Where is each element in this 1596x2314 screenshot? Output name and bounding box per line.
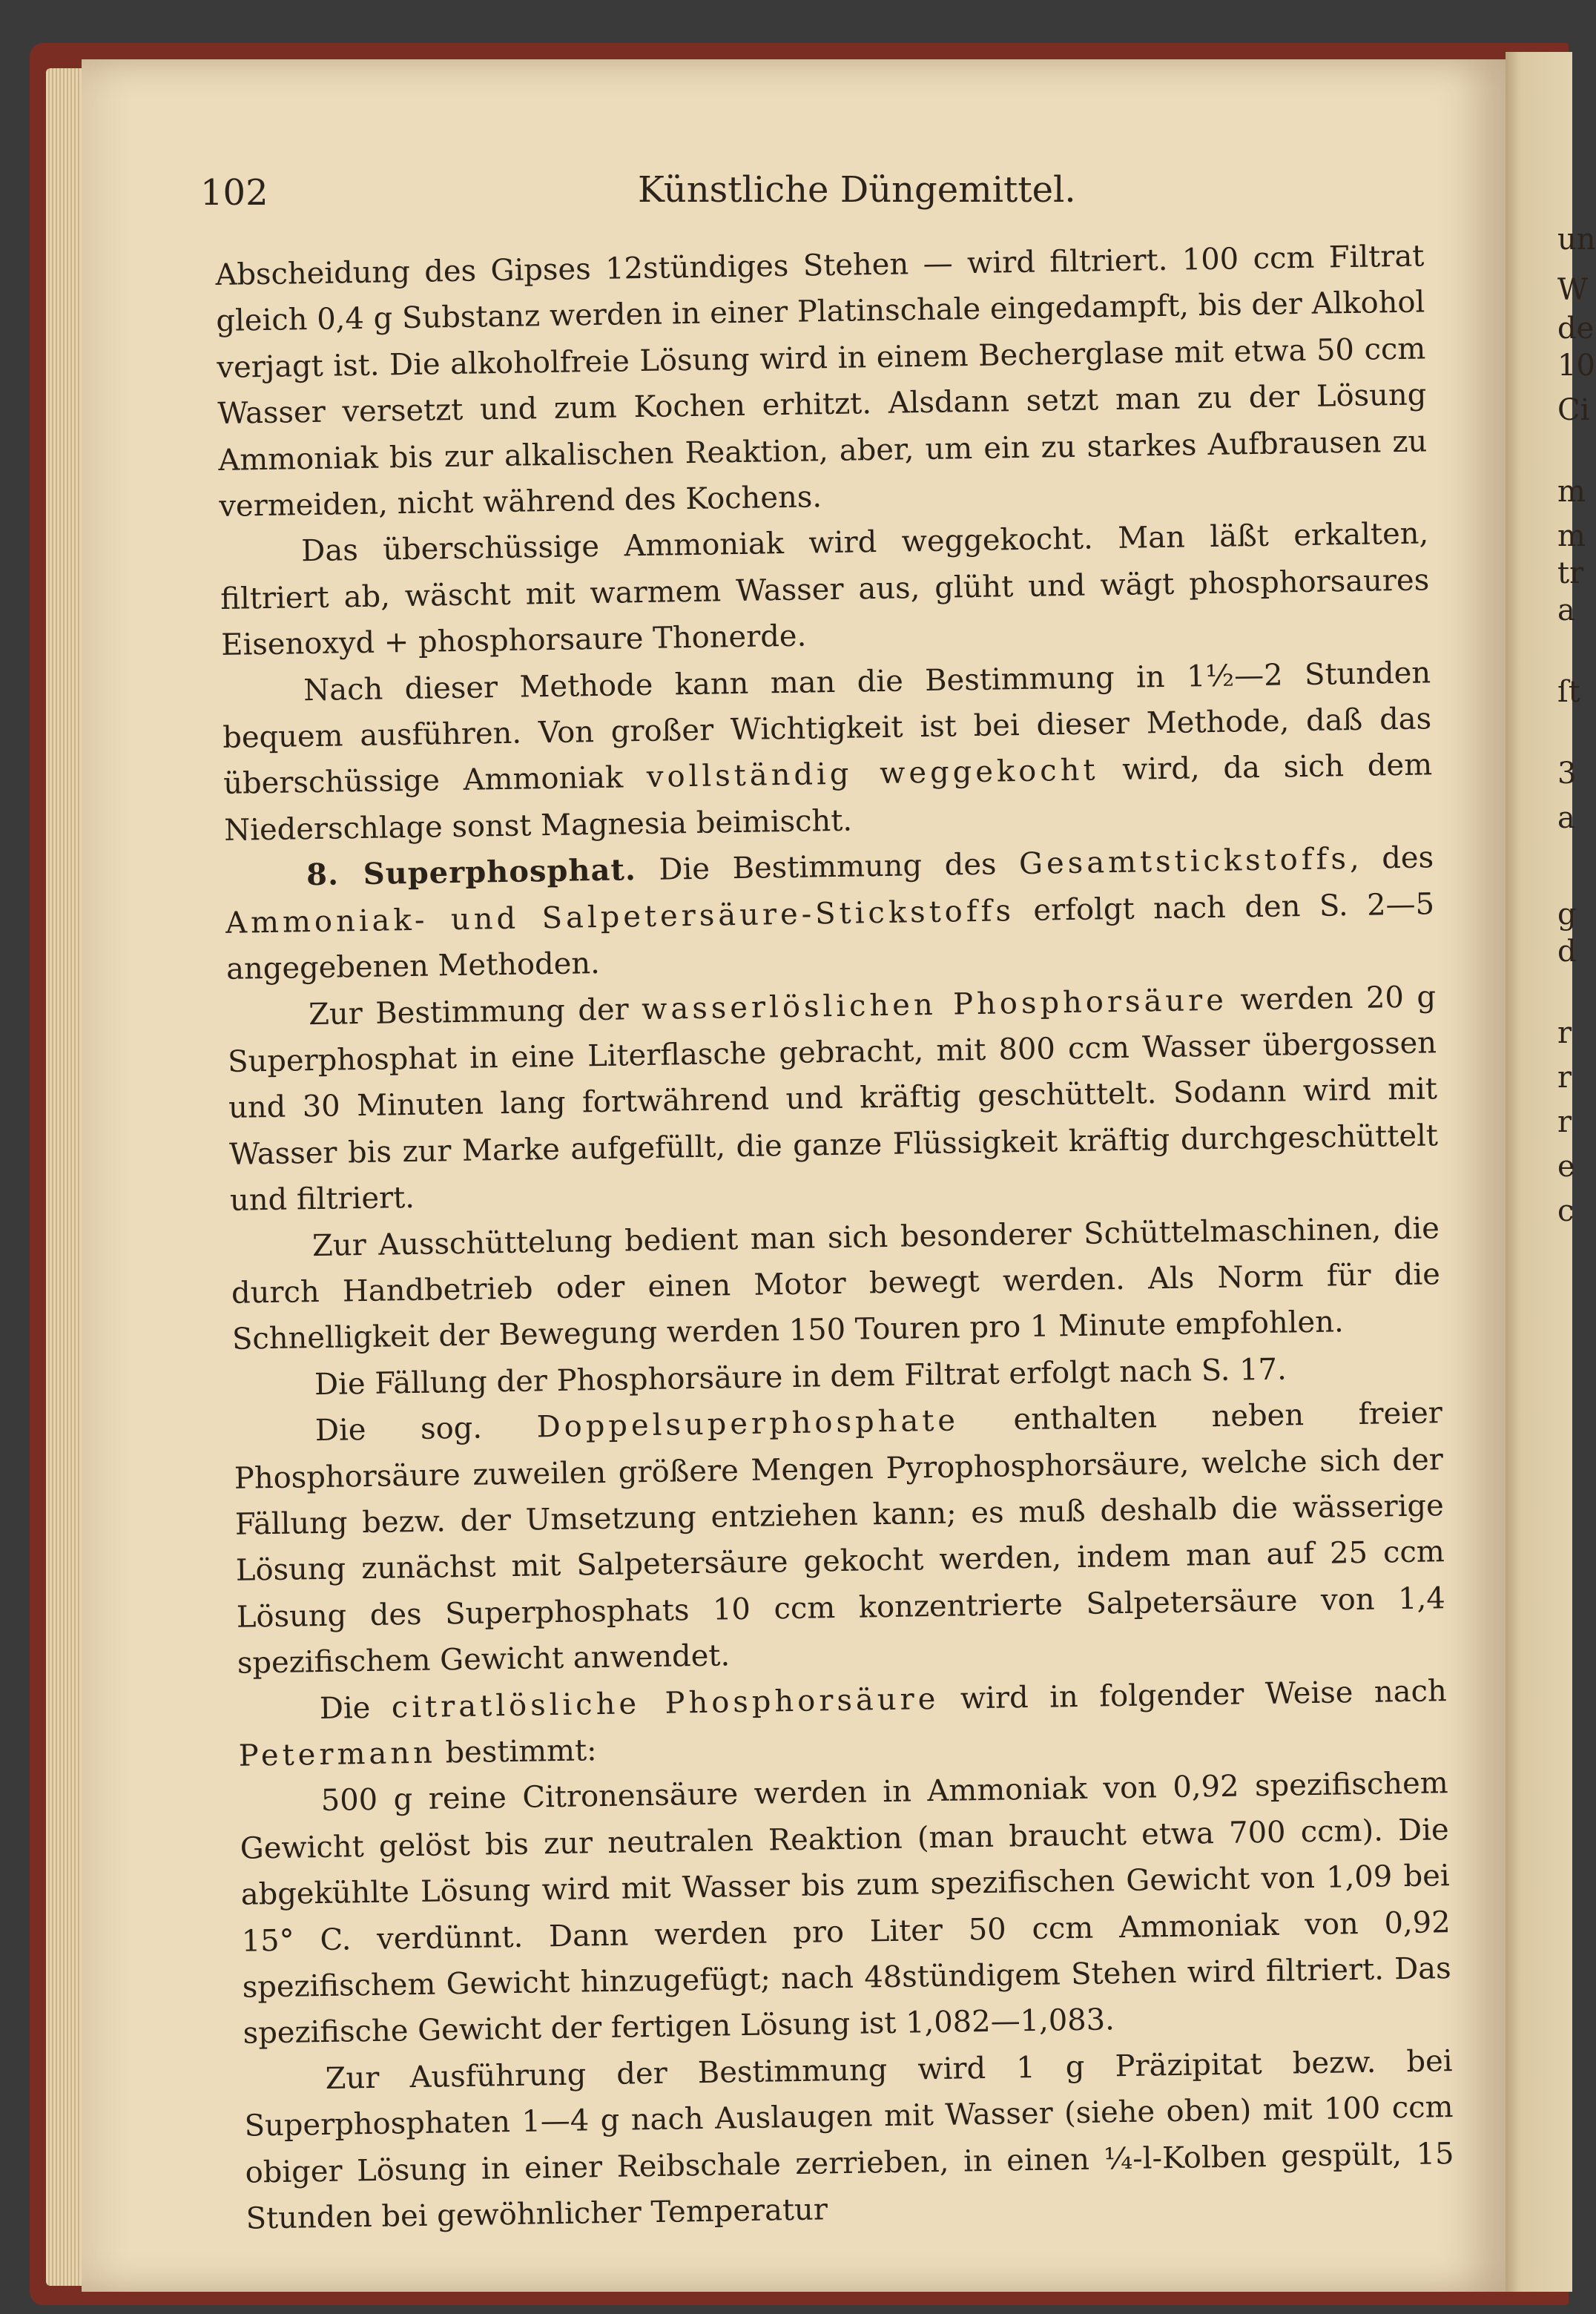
paragraph: Das überschüssige Ammoniak wird weggekocht. Man läßt erkalten, filtriert ab, wäscht mit warmem Wasser aus, glüht und wägt phosphorsaures Eisenoxyd + phosphorsaure Thonerde. <box>220 516 1430 663</box>
paragraph: Zur Ausschüttelung bedient man sich besonderer Schüttelmaschinen, die durch Handbetrieb oder einen Motor bewegt werden. Als Norm für die Schnelligkeit der Bewegung werden 150 Touren pro 1 Minute empfohlen. <box>231 1210 1441 1357</box>
text-run: enthalten neben freier Phosphorsäure zuweilen größere Mengen Pyrophosphorsäure, welche sich der Fällung bezw. der Umsetzung entziehen kann; es muß deshalb die wässerige Lösung zunächst mit Salpetersäure gekocht werden, indem man auf 25 ccm Lösung des Superphosphats 10 ccm konzentrierte Salpetersäure von 1,4 spezifischem Gewicht anwendet. <box>234 1396 1446 1681</box>
text-run: wird, da sich dem Niederschlage sonst Magnesia beimischt. <box>223 748 1433 848</box>
next-page-fragment: 10 <box>1557 349 1595 383</box>
text-run: Die <box>319 1690 392 1726</box>
running-title: Künstliche Düngemittel. <box>638 169 1076 211</box>
text-run: bestimmt: <box>435 1733 597 1770</box>
next-page-fragment: e <box>1557 1150 1575 1184</box>
next-page-fragment: ſt <box>1557 675 1580 709</box>
emphasis-text: Gesamtstickstoffs <box>1018 842 1351 882</box>
section-paragraph <box>225 835 1436 993</box>
next-page-fragment: m <box>1557 475 1586 509</box>
text-run: , des <box>1349 840 1434 877</box>
next-page-fragment: W <box>1557 273 1589 307</box>
paragraph: Die Fällung der Phosphorsäure in dem Filtrat erfolgt nach S. 17. <box>314 1352 1287 1402</box>
paragraph <box>234 1390 1447 1687</box>
next-page-fragment: g <box>1557 897 1577 932</box>
paragraph <box>227 974 1440 1224</box>
paragraph <box>222 650 1434 854</box>
section-heading: 8. Superphosphat. <box>306 852 637 893</box>
next-page-fragment: c <box>1557 1194 1574 1228</box>
text-run: erfolgt nach den S. 2—5 angegebenen Methoden. <box>225 886 1435 986</box>
emphasis-text: citratlösliche Phosphorsäure <box>391 1681 940 1725</box>
text-run: Nach dieser Methode kann man die Bestimmung in 1½—2 Stunden bequem ausführen. Von großer Wichtigkeit ist bei dieser Methode, daß das überschüssige Ammoniak <box>222 655 1432 802</box>
emphasis-text: wasserlöslichen Phosphorsäure <box>641 983 1228 1026</box>
page-body <box>215 233 1455 2242</box>
next-page-fragment: a <box>1557 801 1575 835</box>
text-run: Zur Bestimmung der <box>308 992 642 1032</box>
next-page-fragment: a <box>1557 593 1575 627</box>
text-run: wird in folgender Weise nach <box>938 1673 1448 1716</box>
next-page-fragment: Ci <box>1557 393 1590 427</box>
next-page-fragment: r <box>1557 1105 1572 1139</box>
emphasis-text: Doppelsuperphosphate <box>536 1403 960 1445</box>
emphasis-text: Ammoniak- und Salpetersäure-Stickstoffs <box>225 893 1015 940</box>
paragraph: Zur Ausführung der Bestimmung wird 1 g Präzipitat bezw. bei Superphosphaten 1—4 g nach Auslaugen mit Wasser (siehe oben) mit 100 ccm obiger Lösung in einer Reibschale zerrieben, in einen ¼-l-Kolben gespült, 15 Stunden bei gewöhnlicher Temperatur <box>244 2043 1454 2236</box>
next-page-fragment: de <box>1557 312 1595 346</box>
next-page-fragment: tr <box>1557 556 1584 590</box>
text-run: Die sog. <box>314 1410 537 1448</box>
emphasis-text: vollständig weggekocht <box>646 753 1099 795</box>
paragraph: Abscheidung des Gipses 12stündiges Stehen — wird filtriert. 100 ccm Filtrat gleich 0,4 g Substanz werden in einer Platinschale eingedampft, bis der Alkohol verjagt ist. Die alkoholfreie Lösung wird in einem Becherglase mit etwa 50 ccm Wasser versetzt und zum Kochen erhitzt. Alsdann setzt man zu der Lösung Ammoniak bis zur alkalischen Reaktion, aber, um ein zu starkes Aufbrausen zu vermeiden, nicht während des Kochens. <box>215 239 1428 524</box>
next-page-fragment: 3 <box>1557 756 1577 791</box>
next-page-fragment: m <box>1557 519 1586 553</box>
paragraph: 500 g reine Citronensäure werden in Ammoniak von 0,92 spezifischem Gewicht gelöst bis zur neutralen Reaktion (man braucht etwa 700 ccm). Die abgekühlte Lösung wird mit Wasser bis zum spezifischen Gewicht von 1,09 bei 15° C. verdünnt. Dann werden pro Liter 50 ccm Ammoniak von 0,92 spezifischem Gewicht hinzugefügt; nach 48stündigem Stehen wird filtriert. Das spezifische Gewicht der fertigen Lösung ist 1,082—1,083. <box>240 1766 1451 2051</box>
next-page-fragment: d <box>1557 934 1577 969</box>
text-run: werden 20 g Superphosphat in eine Literflasche gebracht, mit 800 ccm Wasser übergossen und 30 Minuten lang fortwährend und kräftig geschüttelt. Sodann wird mit Wasser bis zur Marke aufgefüllt, die ganze Flüssigkeit kräftig durchgeschüttelt und filtriert. <box>227 979 1439 1218</box>
page-number: 102 <box>200 172 268 214</box>
next-page-fragment: r <box>1557 1016 1572 1050</box>
next-page-fragment: un <box>1557 222 1596 257</box>
emphasis-text: Petermann <box>238 1736 437 1773</box>
next-page-fragment: r <box>1557 1061 1572 1095</box>
text-run: Die Bestimmung des <box>636 847 1020 888</box>
